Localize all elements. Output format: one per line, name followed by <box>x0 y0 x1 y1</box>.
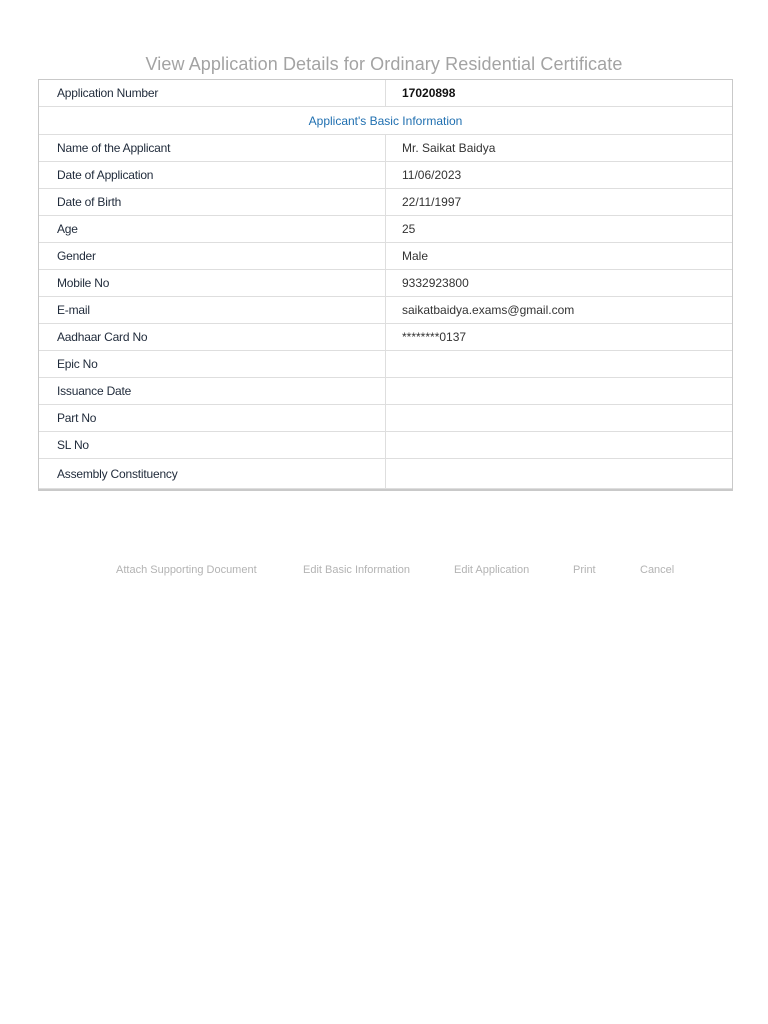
field-value-email: saikatbaidya.exams@gmail.com <box>402 303 575 317</box>
field-label-epic-no: Epic No <box>39 351 386 377</box>
field-label-date-of-application: Date of Application <box>39 162 386 188</box>
page-title: View Application Details for Ordinary Residential Certificate <box>145 54 623 74</box>
field-value-date-of-application: 11/06/2023 <box>402 168 462 182</box>
edit-basic-information-button[interactable]: Edit Basic Information <box>303 564 410 576</box>
field-label-sl-no: SL No <box>39 432 386 458</box>
table-row <box>39 189 732 216</box>
table-row <box>39 405 732 432</box>
application-number-label: Application Number <box>39 80 386 106</box>
field-label-email: E-mail <box>39 297 386 323</box>
field-value-date-of-birth: 22/11/1997 <box>402 195 462 209</box>
field-label-part-no: Part No <box>39 405 386 431</box>
field-value-sl-no <box>386 432 732 458</box>
field-label-gender: Gender <box>39 243 386 269</box>
field-label-issuance-date: Issuance Date <box>39 378 386 404</box>
table-row <box>39 135 732 162</box>
table-row <box>39 297 732 324</box>
field-value-issuance-date <box>386 378 732 404</box>
attach-supporting-document-button[interactable]: Attach Supporting Document <box>116 564 257 576</box>
field-label-age: Age <box>39 216 386 242</box>
table-row <box>39 270 732 297</box>
field-value-gender: Male <box>402 249 429 263</box>
field-value-assembly-constituency <box>386 459 732 488</box>
table-row <box>39 216 732 243</box>
application-details-table <box>38 79 733 491</box>
table-row-application-number <box>39 80 732 107</box>
field-label-aadhaar-card-no: Aadhaar Card No <box>39 324 386 350</box>
table-row <box>39 432 732 459</box>
table-row <box>39 351 732 378</box>
basic-info-section-heading: Applicant's Basic Information <box>39 107 732 135</box>
print-button[interactable]: Print <box>573 564 596 576</box>
field-label-mobile-no: Mobile No <box>39 270 386 296</box>
cancel-button[interactable]: Cancel <box>640 564 675 576</box>
field-label-assembly-constituency: Assembly Constituency <box>39 459 386 488</box>
application-number-value: 17020898 <box>402 86 456 100</box>
field-value-part-no <box>386 405 732 431</box>
action-bar <box>0 564 768 580</box>
table-row <box>39 324 732 351</box>
table-row <box>39 162 732 189</box>
field-value-aadhaar-card-no: ********0137 <box>402 330 467 344</box>
table-row <box>39 378 732 405</box>
field-label-applicant-name: Name of the Applicant <box>39 135 386 161</box>
field-value-age: 25 <box>402 222 416 236</box>
field-value-applicant-name: Mr. Saikat Baidya <box>402 141 496 155</box>
table-row <box>39 243 732 270</box>
edit-application-button[interactable]: Edit Application <box>454 564 530 576</box>
table-row <box>39 459 732 489</box>
field-label-date-of-birth: Date of Birth <box>39 189 386 215</box>
field-value-epic-no <box>386 351 732 377</box>
field-value-mobile-no: 9332923800 <box>402 276 469 290</box>
